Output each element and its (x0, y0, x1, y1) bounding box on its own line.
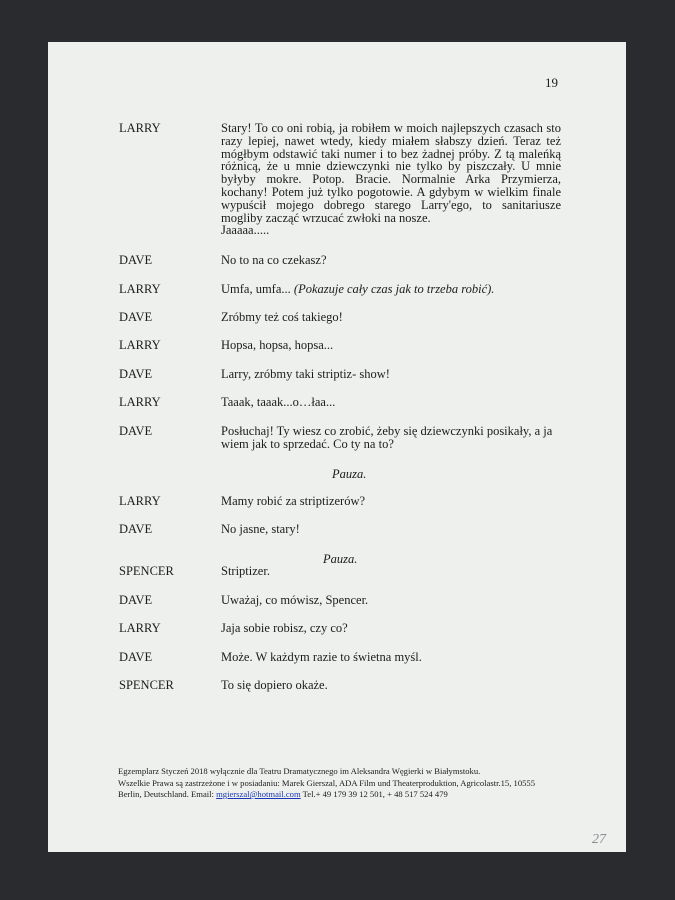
page-number: 19 (545, 75, 558, 90)
email-link[interactable]: mgierszal@hotmail.com (216, 789, 301, 799)
footer-phone: Tel.+ 49 179 39 12 501, + 48 517 524 479 (302, 789, 448, 799)
speaker-name: LARRY (119, 338, 161, 352)
speaker-name: LARRY (119, 494, 161, 508)
dialogue-words: Umfa, umfa... (221, 282, 291, 296)
speaker-name: DAVE (119, 522, 153, 536)
dialogue-text: Uważaj, co mówisz, Spencer. (221, 593, 369, 607)
pause-direction: Pauza. (323, 552, 358, 566)
speaker-name: DAVE (119, 253, 153, 267)
script-page (48, 42, 626, 852)
dialogue-text: To się dopiero okaże. (221, 678, 328, 692)
dialogue-text: Hopsa, hopsa, hopsa... (221, 338, 334, 352)
dialogue-text: Posłuchaj! Ty wiesz co zrobić, żeby się dziewczynki posikały, a ja wiem jak to sprzedać. Co ty na to? (221, 424, 553, 451)
dialogue-text (221, 122, 561, 237)
speaker-name: LARRY (119, 282, 161, 296)
dialogue-text: Mamy robić za striptizerów? (221, 494, 366, 508)
speaker-name: LARRY (119, 621, 161, 635)
speaker-name: SPENCER (119, 564, 174, 578)
copyright-footer (118, 766, 578, 801)
footer-line (118, 789, 578, 801)
dialogue-text: Striptizer. (221, 564, 270, 578)
speaker-name: DAVE (119, 593, 153, 607)
handwritten-page-mark: 27 (592, 832, 606, 847)
dialogue-text: Taaak, taaak...o…łaa... (221, 395, 336, 409)
stage-direction: (Pokazuje cały czas jak to trzeba robić). (293, 282, 495, 296)
dialogue-text: No jasne, stary! (221, 522, 300, 536)
footer-line: Wszelkie Prawa są zastrzeżone i w posiadaniu: Marek Gierszal, ADA Film und Theaterproduktion, Agricolastr.15, 10555 (118, 777, 536, 788)
dialogue-text: Zróbmy też coś takiego! (221, 310, 343, 324)
speaker-name: DAVE (119, 424, 153, 438)
dialogue-text: Jaja sobie robisz, czy co? (221, 621, 348, 635)
dialogue-paragraph: Stary! To co oni robią, ja robiłem w moich najlepszych czasach sto razy lepiej, nawet wtedy, kiedy miałem słabszy dzień. Teraz też mógłbym odstawić taki numer i to bez żadnej próby. Z tą maleńką różnicą, że u mnie dziewczynki nie tylko by piszczały. U mnie byłyby mokre. Potop. Bracie. Normalnie Arka Przymierza, kochany! Potem już tylko pogotowie. A gdybym w wielkim finale wypuścił mojego dobrego starego Larry'ego, to sanitariusze mogliby zacząć wrzucać zwłoki na nosze. (221, 121, 561, 225)
pause-direction: Pauza. (332, 467, 367, 481)
dialogue-text (221, 283, 561, 296)
dialogue-text: No to na co czekasz? (221, 253, 327, 267)
footer-line: Egzemplarz Styczeń 2018 wyłącznie dla Teatru Dramatycznego im Aleksandra Węgierki w Białymstoku. (118, 766, 481, 776)
speaker-name: DAVE (119, 650, 153, 664)
speaker-name: DAVE (119, 310, 153, 324)
speaker-name: DAVE (119, 367, 153, 381)
speaker-name: LARRY (119, 395, 161, 409)
footer-address: Berlin, Deutschland. Email: (118, 789, 214, 799)
dialogue-paragraph: Jaaaaa..... (221, 223, 270, 238)
dialogue-text: Larry, zróbmy taki striptiz- show! (221, 367, 390, 381)
dialogue-text: Może. W każdym razie to świetna myśl. (221, 650, 422, 664)
speaker-name: SPENCER (119, 678, 174, 692)
speaker-name: LARRY (119, 121, 161, 135)
